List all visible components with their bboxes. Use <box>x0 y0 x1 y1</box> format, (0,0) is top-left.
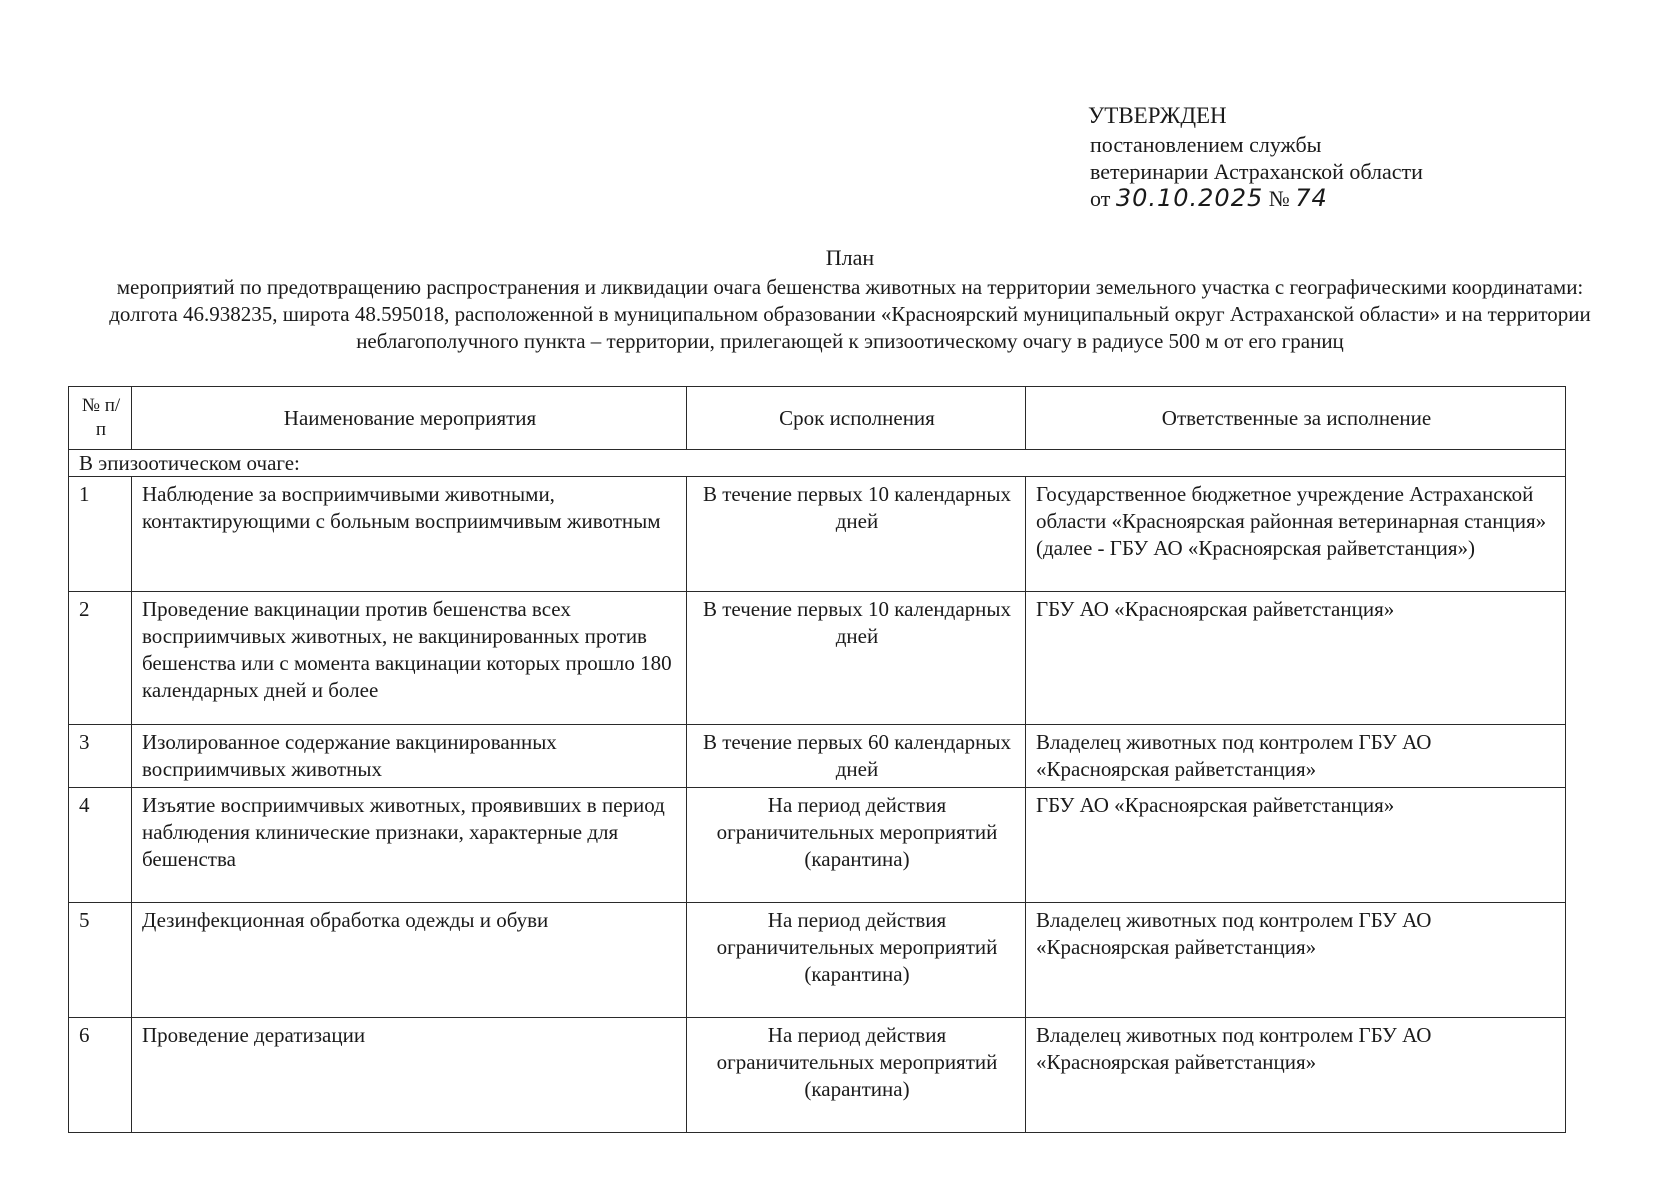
row-term: На период действия ограничительных мероприятий (карантина) <box>687 1018 1026 1133</box>
number-prefix: № <box>1268 186 1290 211</box>
approval-line-2: ветеринарии Астраханской области <box>1090 159 1423 184</box>
approval-number: 74 <box>1295 184 1328 212</box>
section-row <box>69 450 1566 477</box>
row-num: 5 <box>69 903 132 1018</box>
row-term: На период действия ограничительных мероприятий (карантина) <box>687 788 1026 903</box>
table-row <box>69 1018 1566 1133</box>
row-num: 2 <box>69 592 132 725</box>
row-term: В течение первых 10 календарных дней <box>687 592 1026 725</box>
row-responsible: ГБУ АО «Красноярская райветстанция» <box>1026 788 1566 903</box>
row-term: На период действия ограничительных мероприятий (карантина) <box>687 903 1026 1018</box>
row-term: В течение первых 10 календарных дней <box>687 477 1026 592</box>
row-num: 6 <box>69 1018 132 1133</box>
table-row <box>69 788 1566 903</box>
row-responsible: Владелец животных под контролем ГБУ АО «Красноярская райветстанция» <box>1026 725 1566 788</box>
table-row <box>69 477 1566 592</box>
document-title <box>80 244 1620 355</box>
row-responsible: Государственное бюджетное учреждение Астраханской области «Красноярская районная ветеринарная станция» (далее - ГБУ АО «Красноярская райветстанция») <box>1026 477 1566 592</box>
approval-stamp-block <box>1088 102 1548 212</box>
row-responsible: Владелец животных под контролем ГБУ АО «Красноярская райветстанция» <box>1026 903 1566 1018</box>
row-name: Проведение дератизации <box>132 1018 687 1133</box>
row-name: Изолированное содержание вакцинированных восприимчивых животных <box>132 725 687 788</box>
header-name: Наименование мероприятия <box>132 387 687 450</box>
row-name: Изъятие восприимчивых животных, проявивших в период наблюдения клинические признаки, характерные для бешенства <box>132 788 687 903</box>
row-name: Проведение вакцинации против бешенства всех восприимчивых животных, не вакцинированных против бешенства или с момента вакцинации которых прошло 180 календарных дней и более <box>132 592 687 725</box>
approval-date-line <box>1088 185 1548 212</box>
row-num: 1 <box>69 477 132 592</box>
header-num: № п/п <box>69 387 132 450</box>
approval-date: 30.10.2025 <box>1115 184 1264 212</box>
title-plan: План <box>825 245 875 270</box>
approval-line-1: постановлением службы <box>1090 132 1322 157</box>
approval-heading: УТВЕРЖДЕН <box>1088 103 1227 128</box>
measures-table <box>68 386 1566 1133</box>
row-num: 4 <box>69 788 132 903</box>
row-name: Дезинфекционная обработка одежды и обуви <box>132 903 687 1018</box>
title-text: мероприятий по предотвращению распространения и ликвидации очага бешенства животных на территории земельного участка с географическими координатами: долгота 46.938235, широта 48.595018, расположенной в муниципальном образовании «Красноярский муниципальный округ Астраханской области» и на территории неблагополучного пункта – территории, прилегающей к эпизоотическому очагу в радиусе 500 м от его границ <box>109 275 1591 353</box>
date-prefix: от <box>1090 186 1111 211</box>
row-responsible: ГБУ АО «Красноярская райветстанция» <box>1026 592 1566 725</box>
table-row <box>69 592 1566 725</box>
table-row <box>69 903 1566 1018</box>
table-header-row <box>69 387 1566 450</box>
row-name: Наблюдение за восприимчивыми животными, контактирующими с больным восприимчивым животным <box>132 477 687 592</box>
row-responsible: Владелец животных под контролем ГБУ АО «Красноярская райветстанция» <box>1026 1018 1566 1133</box>
row-num: 3 <box>69 725 132 788</box>
header-term: Срок исполнения <box>687 387 1026 450</box>
row-term: В течение первых 60 календарных дней <box>687 725 1026 788</box>
section-label: В эпизоотическом очаге: <box>69 450 1566 477</box>
table-row <box>69 725 1566 788</box>
header-responsible: Ответственные за исполнение <box>1026 387 1566 450</box>
